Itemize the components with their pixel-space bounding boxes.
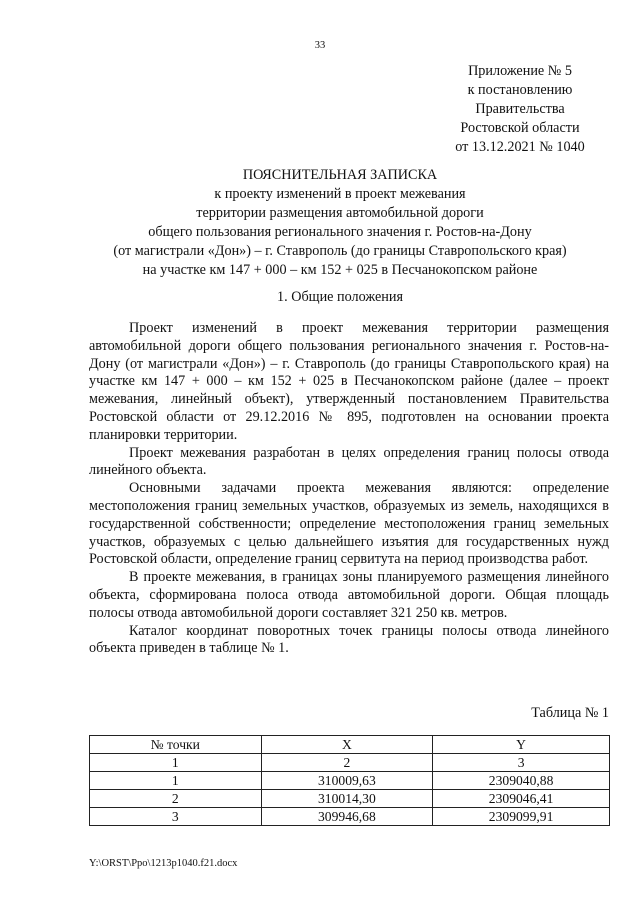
table-header-row (90, 736, 610, 754)
table-row (90, 772, 610, 790)
appendix-line: к постановлению (467, 82, 573, 98)
appendix-line: Приложение № 5 (468, 63, 572, 79)
title-line: на участке км 147 + 000 – км 152 + 025 в Песчанокопском районе (142, 262, 538, 278)
table-cell: 310014,30 (261, 790, 433, 808)
paragraph: Проект изменений в проект межевания территории размещения автомобильной дороги общего пользования регионального значения г. Ростов-на-Дону (от магистрали «Дон») – г. Ставрополь (до границы Ставропольского края) на участке км 147 + 000 – км 152 + 025 в Песчанокопском районе (далее – проект межевания, линейный объект), утвержденный постановлением Правительства Ростовской области от 29.12.2016 № 895, подготовлен на основании проекта планировки территории. (89, 320, 609, 443)
appendix-line: Ростовской области (460, 120, 580, 136)
table-header-cell: X (261, 736, 433, 754)
table-caption: Таблица № 1 (531, 705, 609, 721)
table-header-cell: Y (433, 736, 610, 754)
appendix-block (430, 62, 610, 157)
page-number: 33 (314, 40, 326, 51)
document-title (40, 166, 640, 280)
table-cell: 2309099,91 (433, 808, 610, 826)
coordinates-table (89, 735, 610, 826)
table-cell: 2 (261, 754, 433, 772)
table-cell: 3 (433, 754, 610, 772)
table-column-number-row (90, 754, 610, 772)
paragraph: Основными задачами проекта межевания являются: определение местоположения границ земельных участков, образуемых из земель, находящихся в государственной собственности; определение местоположения границ земельных участков, образуемых с целью дальнейшего изъятия для государственных нужд Ростовской области, определение границ сервитута на период производства работ. (89, 480, 609, 568)
appendix-line: Правительства (475, 101, 565, 117)
table-header-cell: № точки (90, 736, 262, 754)
paragraph: Каталог координат поворотных точек границы полосы отвода линейного объекта приведен в таблице № 1. (89, 622, 609, 657)
title-line: территории размещения автомобильной дороги (196, 205, 484, 221)
table-row (90, 808, 610, 826)
table-cell: 2309040,88 (433, 772, 610, 790)
appendix-line: от 13.12.2021 № 1040 (455, 139, 585, 155)
table-row (90, 790, 610, 808)
title-line: общего пользования регионального значения г. Ростов-на-Дону (148, 224, 532, 240)
paragraph: В проекте межевания, в границах зоны планируемого размещения линейного объекта, сформирована полоса отвода автомобильной дороги. Общая площадь полосы отвода автомобильной дороги составляет 321 250 кв. метров. (89, 569, 609, 621)
body-text (89, 320, 609, 658)
table-cell: 2 (90, 790, 262, 808)
table-cell: 1 (90, 754, 262, 772)
title-line: ПОЯСНИТЕЛЬНАЯ ЗАПИСКА (242, 167, 438, 183)
table-cell: 3 (90, 808, 262, 826)
table-cell: 310009,63 (261, 772, 433, 790)
table-cell: 1 (90, 772, 262, 790)
file-path-footer: Y:\ORST\Ppo\1213p1040.f21.docx (89, 858, 238, 869)
title-line: к проекту изменений в проект межевания (214, 186, 466, 202)
table-cell: 2309046,41 (433, 790, 610, 808)
paragraph: Проект межевания разработан в целях определения границ полосы отвода линейного объекта. (89, 444, 609, 479)
section-heading: 1. Общие положения (277, 289, 403, 305)
title-line: (от магистрали «Дон») – г. Ставрополь (до границы Ставропольского края) (113, 243, 567, 259)
table-cell: 309946,68 (261, 808, 433, 826)
